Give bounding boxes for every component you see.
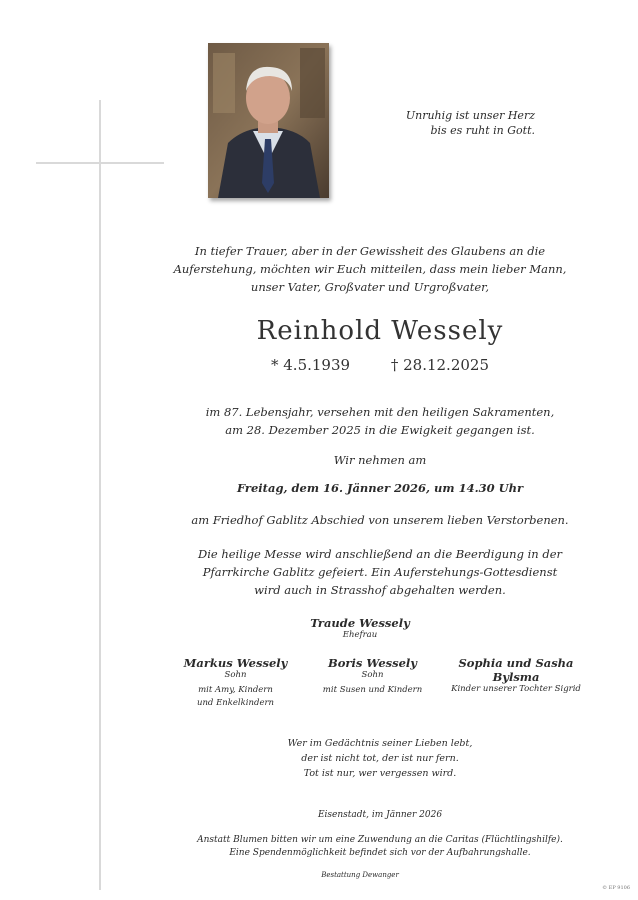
mourner-role: Kinder unserer Tochter Sigrid (451, 684, 581, 694)
funeral-place: am Friedhof Gablitz Abschied von unserem lieben Verstorbenen. (191, 513, 569, 527)
undertaker: Bestattung Dewanger (321, 871, 399, 879)
note-line: Eine Spendenmöglichkeit befindet sich vor der Aufbahrungshalle. (229, 848, 531, 858)
portrait-photo (208, 43, 329, 198)
memorial-poem (200, 736, 560, 781)
mass-line: Pfarrkirche Gablitz gefeiert. Ein Auferstehungs-Gottesdienst (202, 565, 558, 579)
life-dates (160, 356, 600, 374)
mourner-note-line: mit Amy, Kindern (198, 685, 273, 695)
mourner-grandchildren (436, 656, 596, 694)
passing-text (160, 403, 600, 439)
mourner-role: Ehefrau (342, 630, 378, 640)
birth-date: * 4.5.1939 (270, 356, 351, 374)
funeral-date: Freitag, dem 16. Jänner 2026, um 14.30 Uhr (236, 481, 524, 495)
mourner-spouse (260, 616, 460, 640)
mourner-son-boris (305, 656, 440, 697)
poem-line: der ist nicht tot, der ist nur fern. (301, 753, 459, 764)
mourner-name: Bylsma (492, 670, 540, 684)
passing-line: am 28. Dezember 2025 in die Ewigkeit gegangen ist. (225, 423, 535, 437)
intro-text (160, 242, 580, 296)
mourner-role: Sohn (361, 670, 384, 680)
mourner-name: Markus Wessely (183, 656, 288, 670)
mass-text (160, 545, 600, 599)
cross-horizontal-bar (36, 162, 164, 164)
intro-line: In tiefer Trauer, aber in der Gewissheit des Glaubens an die (194, 244, 546, 258)
mourner-note-line: und Enkelkindern (196, 698, 275, 708)
deceased-name: Reinhold Wessely (256, 316, 504, 346)
quote-line: Unruhig ist unser Herz (405, 109, 535, 122)
place-date: Eisenstadt, im Jänner 2026 (317, 810, 443, 820)
note-line: Anstatt Blumen bitten wir um eine Zuwendung an die Caritas (Flüchtlingshilfe). (197, 835, 563, 845)
intro-line: Auferstehung, möchten wir Euch mitteilen, dass mein lieber Mann, (173, 262, 567, 276)
mourner-name: Traude Wessely (310, 616, 410, 630)
mourner-role: Sohn (224, 670, 247, 680)
mourner-name: Boris Wessely (328, 656, 417, 670)
passing-line: im 87. Lebensjahr, versehen mit den heiligen Sakramenten, (205, 405, 555, 419)
poem-line: Wer im Gedächtnis seiner Lieben lebt, (287, 738, 473, 749)
mourner-note (305, 684, 440, 697)
cross-vertical-bar (99, 100, 101, 890)
farewell-intro: Wir nehmen am (333, 453, 427, 467)
mass-line: wird auch in Strasshof abgehalten werden. (254, 583, 506, 597)
mass-line: Die heilige Messe wird anschließend an die Beerdigung in der (197, 547, 562, 561)
mourner-son-markus (168, 656, 303, 710)
intro-line: unser Vater, Großvater und Urgroßvater, (250, 280, 490, 294)
donation-note (160, 834, 600, 860)
mourner-name: Sophia und Sasha (458, 656, 574, 670)
epitaph-quote (380, 108, 535, 138)
poem-line: Tot ist nur, wer vergessen wird. (303, 768, 457, 779)
death-date: † 28.12.2025 (390, 356, 489, 374)
mourner-note-line: mit Susen und Kindern (322, 685, 423, 695)
quote-line: bis es ruht in Gott. (430, 124, 535, 137)
mourner-note (168, 684, 303, 710)
print-code: © EP 9106 (602, 885, 630, 891)
